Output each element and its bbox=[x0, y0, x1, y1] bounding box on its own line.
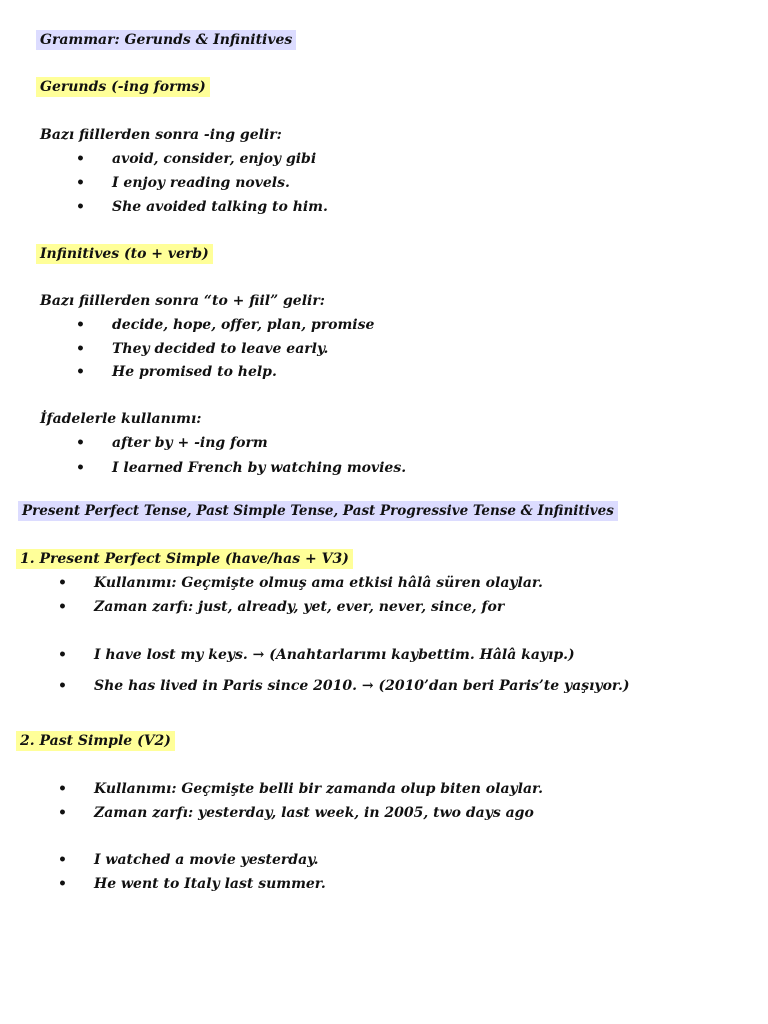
bullet-icon: • bbox=[58, 852, 67, 868]
bullet-icon: • bbox=[76, 364, 85, 380]
list-item-text: after by + -ing form bbox=[112, 435, 268, 451]
present-perfect-heading bbox=[16, 549, 353, 569]
list-item-text: avoid, consider, enjoy gibi bbox=[112, 151, 317, 167]
list-item-text: Kullanımı: Geçmişte belli bir zamanda olup biten olaylar. bbox=[94, 781, 544, 797]
tenses-title-text: Present Perfect Tense, Past Simple Tense, Past Progressive Tense & Infinitives bbox=[18, 501, 618, 521]
past-simple-heading-text: 2. Past Simple (V2) bbox=[16, 731, 175, 751]
past-simple-heading bbox=[16, 731, 175, 751]
infinitives-intro: Bazı fiillerden sonra “to + fiil” gelir: bbox=[40, 293, 325, 309]
bullet-icon: • bbox=[58, 599, 67, 615]
document-title bbox=[36, 30, 296, 50]
list-item-text: Kullanımı: Geçmişte olmuş ama etkisi hâlâ süren olaylar. bbox=[94, 575, 543, 591]
list-item-text: She avoided talking to him. bbox=[112, 199, 328, 215]
bullet-icon: • bbox=[58, 647, 67, 663]
list-item-text: He went to Italy last summer. bbox=[94, 876, 326, 892]
title-text: Grammar: Gerunds & Infinitives bbox=[36, 30, 296, 50]
bullet-icon: • bbox=[76, 199, 85, 215]
bullet-icon: • bbox=[76, 341, 85, 357]
expressions-intro: İfadelerle kullanımı: bbox=[40, 411, 202, 427]
list-item-text: They decided to leave early. bbox=[112, 341, 329, 357]
list-item-text: Zaman zarfı: just, already, yet, ever, never, since, for bbox=[94, 599, 505, 615]
bullet-icon: • bbox=[76, 460, 85, 476]
infinitives-heading bbox=[36, 244, 213, 264]
gerunds-heading-text: Gerunds (-ing forms) bbox=[36, 77, 210, 97]
bullet-icon: • bbox=[58, 781, 67, 797]
gerunds-intro: Bazı fiillerden sonra -ing gelir: bbox=[40, 127, 282, 143]
list-item-text: Zaman zarfı: yesterday, last week, in 2005, two days ago bbox=[94, 805, 534, 821]
list-item-text: I learned French by watching movies. bbox=[112, 460, 407, 476]
bullet-icon: • bbox=[58, 575, 67, 591]
infinitives-heading-text: Infinitives (to + verb) bbox=[36, 244, 213, 264]
list-item-text: I enjoy reading novels. bbox=[112, 175, 290, 191]
bullet-icon: • bbox=[76, 317, 85, 333]
list-item-text: I have lost my keys. → (Anahtarlarımı kaybettim. Hâlâ kayıp.) bbox=[94, 647, 575, 663]
bullet-icon: • bbox=[58, 678, 67, 694]
gerunds-heading bbox=[36, 77, 210, 97]
bullet-icon: • bbox=[76, 151, 85, 167]
bullet-icon: • bbox=[76, 175, 85, 191]
bullet-icon: • bbox=[58, 876, 67, 892]
list-item-text: decide, hope, offer, plan, promise bbox=[112, 317, 375, 333]
list-item-text: I watched a movie yesterday. bbox=[94, 852, 319, 868]
bullet-icon: • bbox=[58, 805, 67, 821]
present-perfect-heading-text: 1. Present Perfect Simple (have/has + V3) bbox=[16, 549, 353, 569]
tenses-title bbox=[18, 501, 618, 521]
list-item-text: She has lived in Paris since 2010. → (2010’dan beri Paris’te yaşıyor.) bbox=[94, 678, 630, 694]
list-item-text: He promised to help. bbox=[112, 364, 277, 380]
bullet-icon: • bbox=[76, 435, 85, 451]
